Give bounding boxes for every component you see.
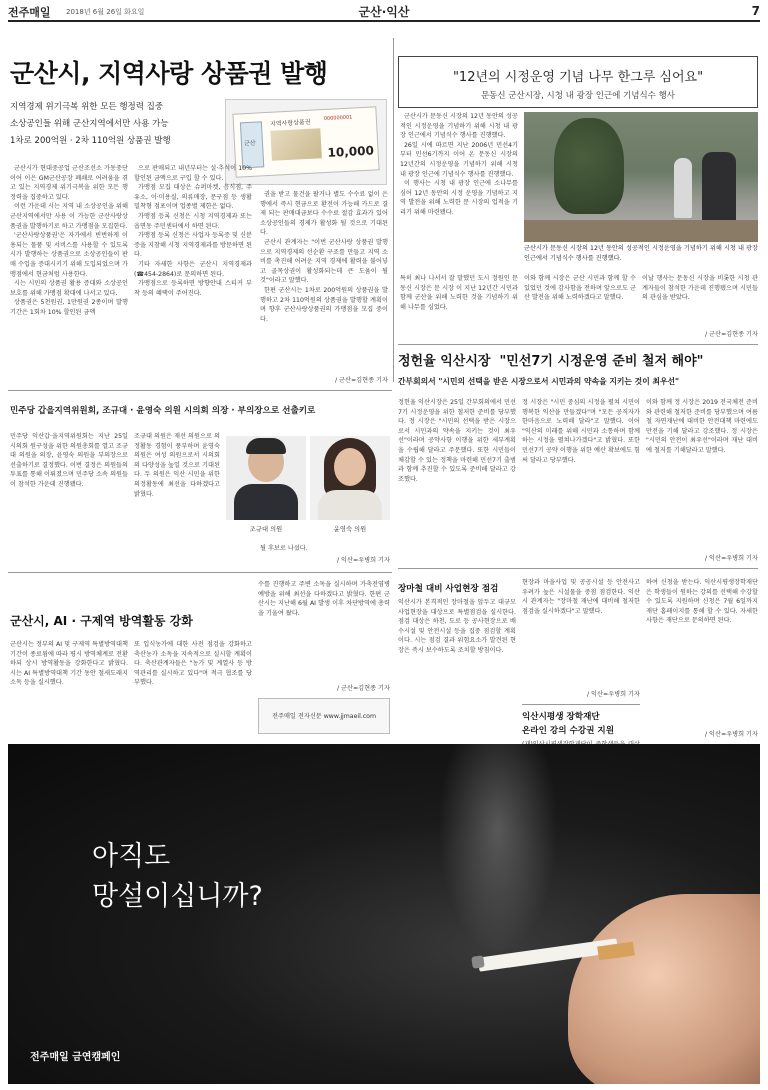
art1-title: 군산시, 지역사랑 상품권 발행 bbox=[10, 59, 328, 88]
pine-tree bbox=[554, 118, 624, 214]
masthead-date: 2018년 6월 26일 화요일 bbox=[66, 8, 145, 16]
divider-h-art5 bbox=[8, 572, 392, 573]
art2-byline: / 군산=김현종 기자 bbox=[704, 331, 758, 338]
ad-line-1: 아직도 bbox=[92, 841, 171, 872]
art5-byline: / 군산=김현종 기자 bbox=[336, 685, 390, 692]
art7-byline: / 익산=우병희 기자 bbox=[704, 731, 758, 738]
art4-tail: 될 후보로 나섰다. bbox=[260, 545, 308, 552]
art2-title: "12년의 시정운영 기념 나무 한그루 심어요" bbox=[452, 70, 704, 85]
art1-col3: 권을 받고 물건을 팔거나 별도 수수료 없이 은행에서 즉시 현금으로 환전이 가능해 카드로 결제 되는 판매대금보다 수수료 절감 효과가 있어 소상공인들의 경제가 활성화 될 것으로 기대된다. 군산시 관계자는 "이번 군산사랑 상품권 발행으로 지역경제의 선순환 구조를 만들고 지역 소비를 촉진해 어려운 지역 경제에 활력을 불어넣고 골목상권이 활성화되는데 큰 도움이 될 것"이라고 말했다. 한편 군산시는 1차로 200억원의 상품권을 발행하고 2차 110억원의 상품권을 발행할 계획이며 향후 군산사랑상품권의 가맹점을 모집 중이다. bbox=[260, 191, 388, 323]
section-title: 군산·익산 bbox=[358, 5, 410, 19]
art1-subtitle-1: 지역경제 위기극복 위한 모든 행정력 집중 bbox=[10, 102, 164, 112]
art2-caption: 군산시가 문동신 시장의 12년 동안의 성공적인 시정운영을 기념하기 위해 시청 내 광장 인근에서 기념식수 행사를 진행했다. bbox=[524, 245, 758, 262]
art7-title-1: 익산시평생 장학재단 bbox=[522, 712, 600, 722]
art3-subtitle: 간부회의서 "시민의 선택을 받은 시장으로서 시민과의 약속을 지키는 것이 최우선" bbox=[398, 377, 680, 386]
voucher-amount: 10,000 bbox=[327, 143, 375, 160]
art6-col2: 현장과 마을사업 및 공공시설 등 안전사고 우려가 높은 시설물을 중점 점검한다. 익산시 관계자는 "장마철 재난에 대비해 철저한 점검을 실시하겠다"고 말했다. bbox=[522, 579, 640, 615]
cigarette-ash bbox=[471, 955, 485, 969]
page-number: 7 bbox=[751, 4, 760, 18]
voucher-art bbox=[270, 128, 322, 161]
divider-h-art6 bbox=[398, 568, 758, 569]
art1-subtitle-3: 1차로 200억원 · 2차 110억원 상품권 발행 bbox=[10, 136, 171, 146]
art7-col2: 하여 신청을 받는다. 익산시평생장학재단은 학생들이 원하는 강의를 선택해 수강할 수 있도록 지원하며 신청은 7월 6일까지 재단 홈페이지를 통해 할 수 있다. 자세한 사항은 재단으로 문의하면 된다. bbox=[646, 579, 758, 625]
art3-title: 정헌율 익산시장 "민선7기 시정운영 준비 철저 해야" bbox=[398, 354, 704, 369]
voucher-label: 지역사랑상품권 bbox=[269, 118, 311, 128]
voucher-number: 000000001 bbox=[323, 114, 353, 123]
art4-byline: / 익산=우병희 기자 bbox=[336, 557, 390, 564]
ground-soil bbox=[524, 220, 758, 242]
smoke bbox=[438, 744, 558, 954]
art1-col1: 군산시가 현대중공업 군산조선소 가동중단이어 이은 GM군산공장 폐쇄로 어려움을 겪고 있는 지역경제 위기극복을 위한 모든 행정력을 집중하고 있다. 이런 가운데 시는 지역 내 소상공인을 위해 군산지역에서만 사용 이 가능한 군산사랑상품권을 발행하기로 하고 가맹점을 모집한다. '군산사랑상품권'은 자가에서 빈번하게 이용되는 물품 및 서비스를 사용할 수 있도록 시가 발행하는 상품권으로 소상공인들이 판매 수입을 증대시키기 위해 도입되었으며 가맹점에서 현금처럼 사용한다. 시는 시민의 상품권 활용 증대와 소상공인 보호를 위해 가맹점 확대에 나서고 있다. 상품권은 5천원권, 1만원권 2종이며 발행기간은 1회차 10% 할인된 금액 bbox=[10, 165, 128, 316]
art1-col2: 으로 판매되고 내년부터는 설·추석이 10% 할인된 금액으로 구입 할 수 있다. 가맹점 모집 대상은 슈퍼마켓, 음식점, 주유소, 이·미용실, 의류매장, 문구점 등 생활밀착형 점포이며 업종별 제한은 없다. 가맹점 등록 신청은 시청 지역경제과 또는 읍면동 주민센터에서 하면 된다. 가맹점 등록 신청은 사업자 등록증 및 신분증을 지참해 시청 지역경제과를 방문하면 된다. 기타 자세한 사항은 군산시 지역경제과(☎454-2864)로 문의하면 된다. 가맹점으로 등록하면 방향안내 스티커 부착 등의 혜택이 주어진다. bbox=[134, 165, 252, 297]
portrait-jo bbox=[226, 436, 306, 520]
art5-col1: 군산시는 정부의 AI 및 구제역 특별방역대책 기간이 종료됨에 따라 평시 방역체계로 전환하되 상시 방역활동을 강화한다고 밝혔다. 시는 AI 특별방역대책 기간 동안 철새도래지 소독 등을 실시했다. bbox=[10, 641, 128, 687]
art3-col3: 이와 함께 정 시장은 2019 전국체전 준비와 관련해 철저한 준비를 당부했으며 여름철 자연재난에 대비한 안전대책 마련에도 만전을 기해 달라고 강조했다. 정 시장은 "시민의 안전이 최우선"이라며 재난 대비에 철저를 기해달라고 말했다. bbox=[646, 399, 758, 454]
divider-v1 bbox=[393, 38, 394, 382]
art2-body: 군산시가 문동신 시장의 12년 동안의 성공적인 시정운영을 기념하기 위해 시청 내 광장 인근에서 기념식수 행사를 진행했다. 26일 시에 따르면 지난 2006년 민선4기부터 민선6기까지 이어 온 문동신 시장의 12년간의 시정운영을 기념하기 위해 시청 내 광장 인근에 기념식수 행사를 진행했다. 이 행사는 시청 내 광장 인근에 소나무를 심어 12년 동안의 시정 운영을 기념하고 지역 발전을 위해 노력한 문 시장의 업적을 기리기 위해 마련됐다. bbox=[400, 113, 518, 216]
voucher-city: 군산 bbox=[243, 139, 256, 148]
art3-col1: 정헌율 익산시장은 25일 간부회의에서 민선7기 시정운영을 위한 철저한 준비를 당부했다. 정 시장은 "시민의 선택을 받은 시장으로서 시민과의 약속을 지키는 것이 최우선"이라며 공약사항 이행을 위한 세부계획을 수립해 달라고 주문했다. 또한 시민들이 체감할 수 있는 정책을 마련해 민선7기 출범과 함께 추진할 수 있도록 준비해 달라고 강조했다. bbox=[398, 399, 516, 483]
divider-h-art3 bbox=[398, 344, 758, 345]
anti-smoking-ad bbox=[8, 744, 760, 1084]
ad-line-2: 망설이십니까? bbox=[92, 881, 263, 912]
art4-col2: 조규대 의원은 재선 의원으로 의정활동 경험이 풍부하며 윤영숙 의원은 여성 의원으로서 시의회의 다양성을 높일 것으로 기대된다. 두 의원은 익산 시민을 위한 의정활동에 최선을 다하겠다고 밝혔다. bbox=[134, 433, 220, 498]
art2-col1: 특히 최나 나서서 잘 말했던 도시 정원인 문동신 시장은 문 시장 이 지난 12년간 시민과 함께 군산을 위해 노력한 것을 기념하기 위해 나무를 심었다. bbox=[400, 275, 518, 311]
tree-planting-photo bbox=[524, 112, 758, 242]
hand bbox=[568, 894, 760, 1084]
art6-byline: / 익산=우병희 기자 bbox=[586, 691, 640, 698]
art7-title-2: 온라인 강의 수강권 지원 bbox=[522, 726, 614, 736]
header-rule bbox=[8, 20, 760, 22]
masthead-logo: 전주매일 bbox=[8, 6, 51, 19]
art3-col2: 정 시장은 "시민 중심의 시정을 펼쳐 시민이 행복한 익산을 만들겠다"며 "모든 공직자가 한마음으로 노력해 달라"고 말했다. 이어 "익산의 미래를 위해 시민과 소통하며 함께하는 시정을 펼쳐나가겠다"고 밝혔다. 또한 민선7기 공약 이행을 위한 예산 확보에도 힘써 달라고 당부했다. bbox=[522, 399, 640, 464]
art6-title: 장마철 대비 사업현장 점검 bbox=[398, 584, 499, 594]
divider-h-art4 bbox=[8, 390, 392, 391]
e-paper-ad-text: 전주매일 전자신문 www.jjmaeil.com bbox=[271, 713, 376, 720]
art4-title: 민주당 갑을지역위원회, 조규대 · 윤영숙 의원 시의회 의장 · 부의장으로 선출키로 bbox=[10, 406, 316, 416]
art1-subtitle-2: 소상공인들 위해 군산지역에서만 사용 가능 bbox=[10, 119, 169, 129]
art2-col3: 이날 행사는 문동신 시장을 비롯한 시청 관계자들이 참석한 가운데 진행됐으며 시민들의 관심을 받았다. bbox=[642, 275, 758, 302]
art5-col2: 또 입식농가에 대한 사전 점검을 강화하고 축산농가 소독을 지속적으로 실시할 계획이다. 축산관계자들은 "농가 및 계열사 등 방역관리를 실시하고 있다"며 적극 협조를 당부했다. bbox=[134, 641, 252, 687]
art5-title: 군산시, AI · 구제역 방역활동 강화 bbox=[10, 614, 193, 628]
art2-subtitle: 문동신 군산시장, 시청 내 광장 인근에 기념식수 행사 bbox=[480, 91, 676, 101]
divider-h-art7 bbox=[522, 704, 640, 705]
art6-col1: 익산시가 본격적인 장마철을 앞두고 대규모 사업현장을 대상으로 특별점검을 실시한다. 점검 대상은 하천, 도로 등 공사현장으로 배수시설 및 안전시설 등을 집중 점검할 계획이다. 시는 점검 결과 위험요소가 발견된 현장은 즉시 보수하도록 조치할 방침이다. bbox=[398, 599, 516, 654]
art1-byline: / 군산=김현종 기자 bbox=[334, 377, 388, 384]
portrait-jo-caption: 조규대 의원 bbox=[249, 526, 283, 533]
art4-col1: 민주당 익산갑·을지역위원회는 지난 25일 시의회 원구성을 위한 의원총회를 열고 조규대 의원을 의장, 윤영숙 의원을 부의장으로 선출하기로 결정했다. 이번 결정은 의원들의 투표를 통해 이뤄졌으며 민주당 소속 의원들이 참석한 가운데 진행됐다. bbox=[10, 433, 128, 488]
campaign-label: 전주매일 금연캠페인 bbox=[30, 1052, 121, 1063]
portrait-yoon-caption: 윤영숙 의원 bbox=[333, 526, 367, 533]
art3-byline: / 익산=우병희 기자 bbox=[704, 555, 758, 562]
person-right bbox=[702, 152, 736, 222]
art5-col3: 수를 진행하고 주변 소독을 실시하며 가축전염병 예방을 위해 최선을 다하겠다고 밝혔다. 한편 군산시는 지난해 6월 AI 발생 이후 차단방역에 총력을 기울여 왔다. bbox=[258, 581, 390, 617]
art2-col2: 이와 함께 시장은 군산 시민과 함께 할 수 있었던 것에 감사함을 전하며 앞으로도 군산 발전을 위해 노력하겠다고 말했다. bbox=[524, 275, 636, 302]
person-left bbox=[674, 158, 692, 218]
portrait-yoon bbox=[310, 436, 390, 520]
